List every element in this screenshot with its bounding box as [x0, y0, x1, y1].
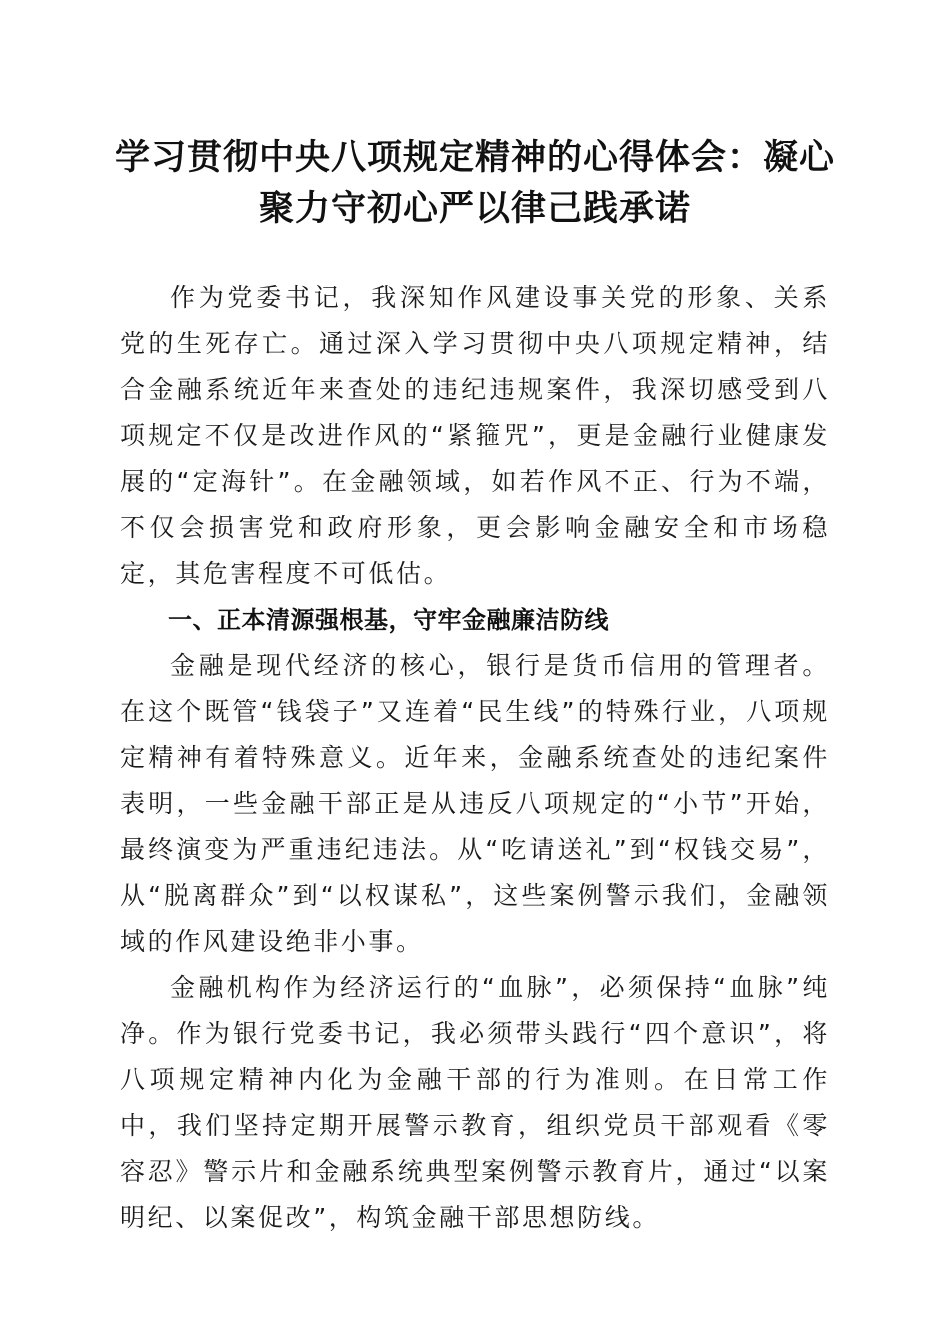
title-line-2: 聚力守初心严以律己践承诺 — [258, 188, 691, 229]
body-paragraph-1: 金融是现代经济的核心，银行是货币信用的管理者。在这个既管“钱袋子”又连着“民生线”的特殊行业，八项规定精神有着特殊意义。近年来，金融系统查处的违纪案件表明，一些金融干部正是从违反八项规定的“小节”开始，最终演变为严重违纪违法。从“吃请送礼”到“权钱交易”，从“脱离群众”到“以权谋私”，这些案例警示我们，金融领域的作风建设绝非小事。 — [120, 651, 830, 956]
title-line-1: 学习贯彻中央八项规定精神的心得体会：凝心 — [114, 137, 835, 178]
section-heading-1: 一、正本清源强根基，守牢金融廉洁防线 — [168, 606, 609, 634]
intro-paragraph: 作为党委书记，我深知作风建设事关党的形象、关系党的生死存亡。通过深入学习贯彻中央八项规定精神，结合金融系统近年来查处的违纪违规案件，我深切感受到八项规定不仅是改进作风的“紧箍咒”，更是金融行业健康发展的“定海针”。在金融领域，如若作风不正、行为不端，不仅会损害党和政府形象，更会影响金融安全和市场稳定，其危害程度不可低估。 — [120, 283, 830, 588]
body-paragraph-2: 金融机构作为经济运行的“血脉”，必须保持“血脉”纯净。作为银行党委书记，我必须带头践行“四个意识”，将八项规定精神内化为金融干部的行为准则。在日常工作中，我们坚持定期开展警示教育，组织党员干部观看《零容忍》警示片和金融系统典型案例警示教育片，通过“以案明纪、以案促改”，构筑金融干部思想防线。 — [120, 973, 830, 1232]
document-body — [120, 275, 830, 1241]
document-title — [110, 132, 840, 234]
